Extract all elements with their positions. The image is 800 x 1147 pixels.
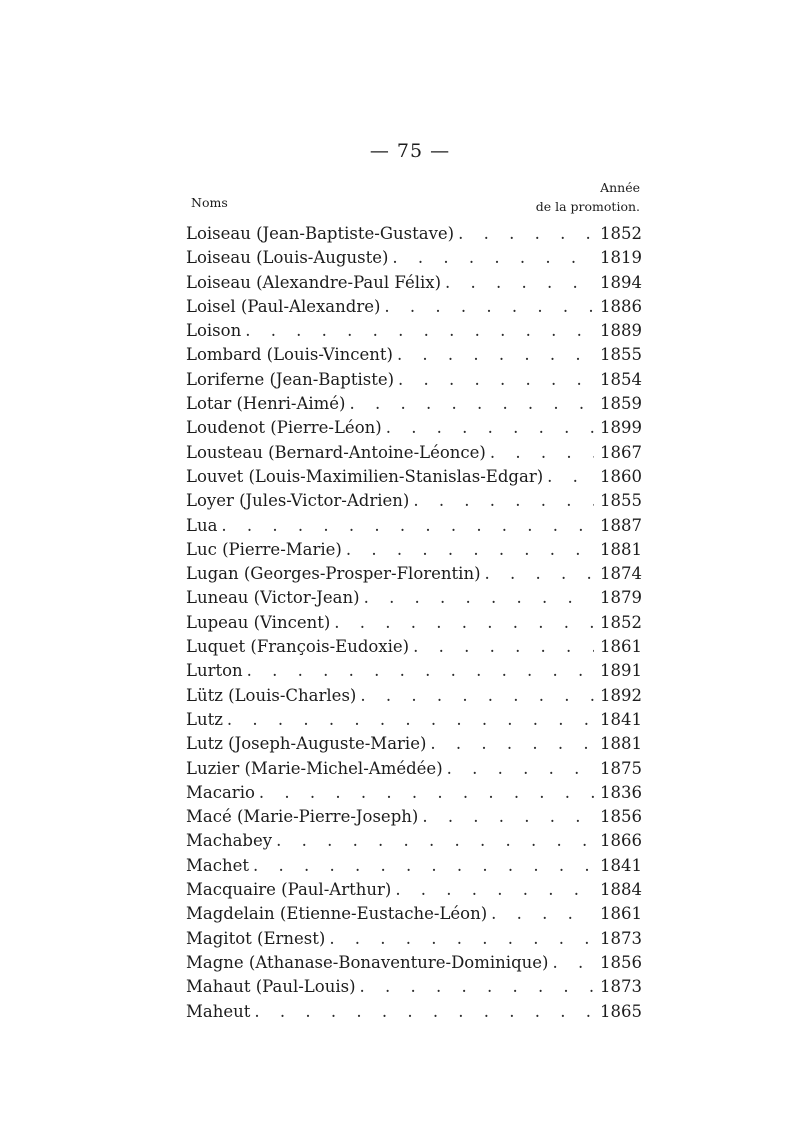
dot-leader bbox=[552, 951, 594, 975]
dot-leader bbox=[392, 246, 594, 270]
entry-year: 1881 bbox=[600, 539, 642, 559]
list-item bbox=[186, 1000, 640, 1024]
entry-name: Lutz bbox=[186, 709, 223, 729]
names-column-header: Noms bbox=[191, 195, 228, 210]
entry-name: Lombard (Louis-Vincent) bbox=[186, 345, 393, 365]
entry-year: 1881 bbox=[600, 734, 642, 754]
year-header-line1: Année bbox=[600, 180, 640, 195]
entry-name: Machet bbox=[186, 855, 249, 875]
list-item bbox=[186, 805, 640, 829]
list-item bbox=[186, 927, 640, 951]
list-item bbox=[186, 441, 640, 465]
entry-year: 1854 bbox=[600, 369, 642, 389]
dot-leader bbox=[245, 319, 594, 343]
list-item bbox=[186, 562, 640, 586]
entry-year: 1856 bbox=[600, 952, 642, 972]
entry-name: Lugan (Georges-Prosper-Florentin) bbox=[186, 564, 481, 584]
dot-leader bbox=[350, 392, 595, 416]
list-item bbox=[186, 781, 640, 805]
dot-leader bbox=[276, 829, 594, 853]
entry-name: Macé (Marie-Pierre-Joseph) bbox=[186, 807, 419, 827]
list-item bbox=[186, 319, 640, 343]
list-item bbox=[186, 708, 640, 732]
page-number: — 75 — bbox=[369, 140, 451, 162]
year-header-line2: de la promotion. bbox=[535, 199, 640, 214]
list-item bbox=[186, 635, 640, 659]
list-item bbox=[186, 489, 640, 513]
entry-name: Lua bbox=[186, 515, 218, 535]
list-item bbox=[186, 732, 640, 756]
list-item bbox=[186, 368, 640, 392]
entry-name: Magdelain (Etienne-Eustache-Léon) bbox=[186, 904, 488, 924]
entry-name: Magitot (Ernest) bbox=[186, 928, 326, 948]
dot-leader bbox=[346, 538, 594, 562]
entry-name: Mahaut (Paul-Louis) bbox=[186, 977, 356, 997]
entry-name: Luzier (Marie-Michel-Amédée) bbox=[186, 758, 443, 778]
entry-name: Machabey bbox=[186, 831, 273, 851]
year-column-header bbox=[520, 178, 640, 216]
entry-name: Macquaire (Paul-Arthur) bbox=[186, 880, 392, 900]
list-item bbox=[186, 538, 640, 562]
list-item bbox=[186, 684, 640, 708]
entry-name: Lütz (Louis-Charles) bbox=[186, 685, 357, 705]
entry-name: Magne (Athanase-Bonaventure-Dominique) bbox=[186, 952, 549, 972]
entry-year: 1886 bbox=[600, 296, 642, 316]
dot-leader bbox=[447, 757, 594, 781]
entry-name: Lupeau (Vincent) bbox=[186, 612, 331, 632]
dot-leader bbox=[547, 465, 594, 489]
entry-year: 1867 bbox=[600, 442, 642, 462]
entry-year: 1873 bbox=[600, 928, 642, 948]
entry-name: Luquet (François-Eudoxie) bbox=[186, 637, 410, 657]
list-item bbox=[186, 854, 640, 878]
dot-leader bbox=[254, 1000, 594, 1024]
dot-leader bbox=[247, 659, 594, 683]
entry-list bbox=[186, 222, 640, 1024]
list-item bbox=[186, 611, 640, 635]
dot-leader bbox=[334, 611, 594, 635]
dot-leader bbox=[397, 343, 594, 367]
entry-name: Lutz (Joseph-Auguste-Marie) bbox=[186, 734, 427, 754]
dot-leader bbox=[458, 222, 594, 246]
entry-name: Louvet (Louis-Maximilien-Stanislas-Edgar) bbox=[186, 466, 544, 486]
entry-name: Loison bbox=[186, 321, 242, 341]
list-item bbox=[186, 659, 640, 683]
entry-year: 1860 bbox=[600, 466, 642, 486]
entry-year: 1855 bbox=[600, 491, 642, 511]
list-item bbox=[186, 829, 640, 853]
dot-leader bbox=[490, 441, 594, 465]
entry-year: 1852 bbox=[600, 224, 642, 243]
dot-leader bbox=[413, 635, 594, 659]
list-item bbox=[186, 951, 640, 975]
entry-name: Loudenot (Pierre-Léon) bbox=[186, 418, 382, 438]
entry-name: Loriferne (Jean-Baptiste) bbox=[186, 369, 395, 389]
entry-year: 1879 bbox=[600, 588, 642, 608]
dot-leader bbox=[413, 489, 594, 513]
entry-name: Luc (Pierre-Marie) bbox=[186, 539, 342, 559]
entry-name: Lotar (Henri-Aimé) bbox=[186, 394, 346, 414]
list-item bbox=[186, 271, 640, 295]
entry-name: Maheut bbox=[186, 1001, 251, 1021]
entry-name: Loiseau (Louis-Auguste) bbox=[186, 248, 389, 268]
entry-year: 1873 bbox=[600, 977, 642, 997]
entry-name: Loyer (Jules-Victor-Adrien) bbox=[186, 491, 410, 511]
dot-leader bbox=[227, 708, 594, 732]
entry-year: 1861 bbox=[600, 904, 642, 924]
entry-year: 1855 bbox=[600, 345, 642, 365]
dot-leader bbox=[398, 368, 594, 392]
entry-name: Macario bbox=[186, 782, 255, 802]
entry-year: 1889 bbox=[600, 321, 642, 341]
dot-leader bbox=[253, 854, 594, 878]
list-item bbox=[186, 222, 640, 246]
list-item bbox=[186, 246, 640, 270]
entry-year: 1856 bbox=[600, 807, 642, 827]
entry-year: 1891 bbox=[600, 661, 642, 681]
entry-name: Loiseau (Alexandre-Paul Félix) bbox=[186, 272, 442, 292]
dot-leader bbox=[364, 586, 594, 610]
dot-leader bbox=[395, 878, 594, 902]
entry-name: Lurton bbox=[186, 661, 243, 681]
list-item bbox=[186, 902, 640, 926]
entry-year: 1841 bbox=[600, 855, 642, 875]
list-item bbox=[186, 343, 640, 367]
list-item bbox=[186, 878, 640, 902]
entry-year: 1884 bbox=[600, 880, 642, 900]
dot-leader bbox=[485, 562, 594, 586]
entry-name: Loisel (Paul-Alexandre) bbox=[186, 296, 381, 316]
entry-name: Luneau (Victor-Jean) bbox=[186, 588, 360, 608]
entry-year: 1841 bbox=[600, 709, 642, 729]
list-item bbox=[186, 514, 640, 538]
list-item bbox=[186, 416, 640, 440]
list-item bbox=[186, 295, 640, 319]
dot-leader bbox=[386, 416, 594, 440]
entry-year: 1875 bbox=[600, 758, 642, 778]
dot-leader bbox=[329, 927, 594, 951]
entry-name: Loiseau (Jean-Baptiste-Gustave) bbox=[186, 224, 455, 243]
entry-year: 1866 bbox=[600, 831, 642, 851]
dot-leader bbox=[360, 975, 594, 999]
entry-year: 1865 bbox=[600, 1001, 642, 1021]
dot-leader bbox=[422, 805, 594, 829]
dot-leader bbox=[430, 732, 594, 756]
entry-year: 1859 bbox=[600, 394, 642, 414]
dot-leader bbox=[491, 902, 594, 926]
entry-year: 1899 bbox=[600, 418, 642, 438]
dot-leader bbox=[360, 684, 594, 708]
list-item bbox=[186, 465, 640, 489]
entry-year: 1887 bbox=[600, 515, 642, 535]
list-item bbox=[186, 392, 640, 416]
entry-year: 1819 bbox=[600, 248, 642, 268]
list-item bbox=[186, 586, 640, 610]
entry-name: Lousteau (Bernard-Antoine-Léonce) bbox=[186, 442, 486, 462]
entry-year: 1894 bbox=[600, 272, 642, 292]
list-item bbox=[186, 757, 640, 781]
dot-leader bbox=[259, 781, 594, 805]
dot-leader bbox=[221, 514, 594, 538]
dot-leader bbox=[445, 271, 594, 295]
entry-year: 1892 bbox=[600, 685, 642, 705]
entry-year: 1874 bbox=[600, 564, 642, 584]
entry-year: 1861 bbox=[600, 637, 642, 657]
entry-year: 1836 bbox=[600, 782, 642, 802]
list-item bbox=[186, 975, 640, 999]
dot-leader bbox=[384, 295, 594, 319]
entry-year: 1852 bbox=[600, 612, 642, 632]
